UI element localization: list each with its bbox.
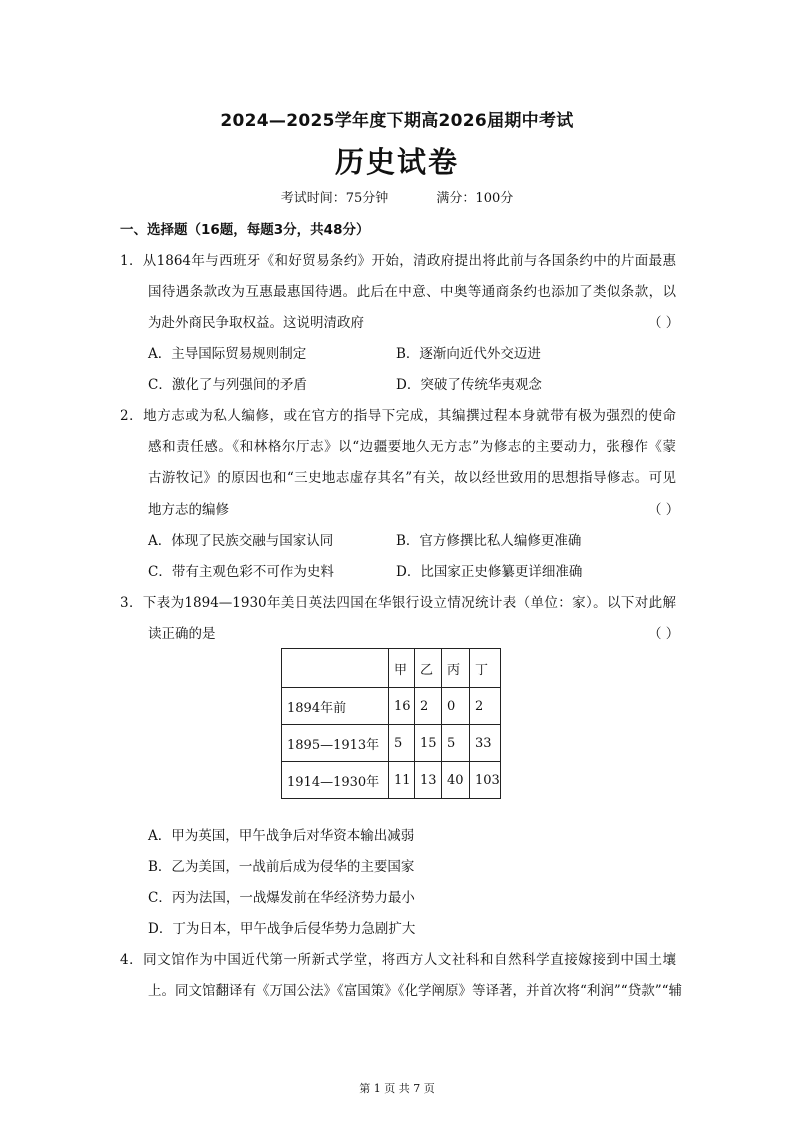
q2-option-d: D．比国家正史修纂更详细准确 — [396, 564, 583, 580]
table-cell: 15 — [415, 725, 442, 762]
q1-option-d: D．突破了传统华夷观念 — [396, 377, 542, 393]
q3-line-2: 读正确的是 — [148, 626, 216, 642]
q1-line-2: 国待遇条款改为互惠最惠国待遇。此后在中意、中奥等通商条约也添加了类似条款，以 — [148, 284, 676, 300]
exam-time: 考试时间：75分钟 — [280, 191, 389, 206]
table-cell: 16 — [389, 688, 415, 725]
q2-line-3: 古游牧记》的原因也和“三史地志虚存其名”有关，故以经世致用的思想指导修志。可见 — [148, 470, 676, 486]
q3-option-b: B．乙为美国，一战前后成为侵华的主要国家 — [148, 859, 415, 875]
table-row-label: 1894年前 — [282, 688, 389, 725]
table-cell: 2 — [470, 688, 501, 725]
table-header-cell: 丁 — [470, 649, 501, 688]
page-footer: 第 1 页 共 7 页 — [359, 1082, 435, 1095]
q2-line-2: 感和责任感。《和林格尔厅志》以“边疆要地久无方志”为修志的主要动力，张穆作《蒙 — [148, 439, 676, 455]
table-cell: 5 — [442, 725, 470, 762]
section-heading: 一、选择题（16题，每题3分，共48分） — [120, 222, 370, 238]
q3-option-c: C．丙为法国，一战爆发前在华经济势力最小 — [148, 890, 415, 906]
table-cell: 40 — [442, 762, 470, 799]
q1-option-c: C．激化了与列强间的矛盾 — [148, 377, 307, 393]
q2-answer-blank: （ ） — [648, 502, 680, 518]
table-cell: 13 — [415, 762, 442, 799]
table-header-cell: 乙 — [415, 649, 442, 688]
table-header-row — [282, 649, 501, 688]
q1-option-a: A．主导国际贸易规则制定 — [148, 346, 307, 362]
q3-answer-blank: （ ） — [648, 626, 680, 642]
table-header-cell: 丙 — [442, 649, 470, 688]
q2-option-b: B．官方修撰比私人编修更准确 — [396, 533, 582, 549]
exam-meta — [0, 187, 794, 206]
q4-line-2: 上。同文馆翻译有《万国公法》《富国策》《化学阐原》等译著，并首次将“利润”“贷款”“辅 — [148, 983, 683, 999]
q4-line-1: 4．同文馆作为中国近代第一所新式学堂，将西方人文社科和自然科学直接嫁接到中国土壤 — [120, 952, 676, 968]
table-row — [282, 762, 501, 799]
table-row — [282, 688, 501, 725]
q2-option-c: C．带有主观色彩不可作为史料 — [148, 564, 334, 580]
table-cell: 0 — [442, 688, 470, 725]
q1-line-1: 1．从1864年与西班牙《和好贸易条约》开始，清政府提出将此前与各国条约中的片面最惠 — [120, 253, 676, 269]
table-header-cell: 甲 — [389, 649, 415, 688]
subject-title: 历史试卷 — [334, 145, 459, 179]
table-cell: 33 — [470, 725, 501, 762]
q3-option-d: D．丁为日本，甲午战争后侵华势力急剧扩大 — [148, 921, 416, 937]
q3-line-1: 3．下表为1894—1930年美日英法四国在华银行设立情况统计表（单位：家）。以下对此解 — [120, 595, 676, 611]
q2-line-4: 地方志的编修 — [148, 502, 229, 518]
q2-line-1: 2．地方志或为私人编修，或在官方的指导下完成，其编撰过程本身就带有极为强烈的使命 — [120, 408, 676, 424]
exam-title: 2024—2025学年度下期高2026届期中考试 — [220, 111, 574, 131]
table-row-label: 1914—1930年 — [282, 762, 389, 799]
q3-option-a: A．甲为英国，甲午战争后对华资本输出减弱 — [148, 828, 415, 844]
table-cell: 2 — [415, 688, 442, 725]
table-row — [282, 725, 501, 762]
q1-option-b: B．逐渐向近代外交迈进 — [396, 346, 541, 362]
q1-answer-blank: （ ） — [648, 315, 680, 331]
table-corner-cell — [282, 649, 389, 688]
q2-option-a: A．体现了民族交融与国家认同 — [148, 533, 334, 549]
exam-score: 满分：100分 — [436, 191, 514, 206]
q1-line-3: 为赴外商民争取权益。这说明清政府 — [148, 315, 364, 331]
table-cell: 5 — [389, 725, 415, 762]
table-cell: 11 — [389, 762, 415, 799]
bank-statistics-table — [281, 648, 501, 799]
table-row-label: 1895—1913年 — [282, 725, 389, 762]
table-cell: 103 — [470, 762, 501, 799]
